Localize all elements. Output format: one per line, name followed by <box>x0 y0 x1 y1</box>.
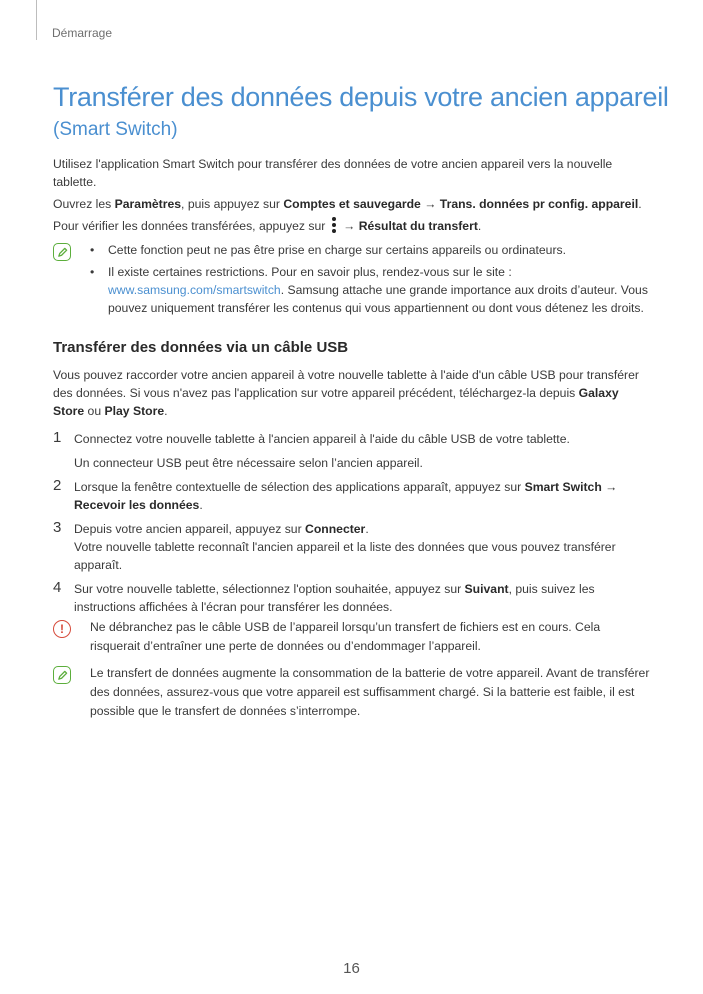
usb-section-heading: Transférer des données via un câble USB <box>53 339 349 356</box>
section-header: Démarrage <box>52 26 113 40</box>
step-3 <box>53 520 653 574</box>
step-prefix: Lorsque la fenêtre contextuelle de sélection des applications apparaît, appuyez sur <box>74 480 525 494</box>
step-end: . <box>365 522 369 536</box>
page-content <box>53 82 669 721</box>
step-prefix: Sur votre nouvelle tablette, sélectionnez l'option souhaitée, appuyez sur <box>74 582 465 596</box>
note-list <box>90 241 653 317</box>
step-1 <box>53 430 653 472</box>
header-rule <box>36 0 37 40</box>
verify-paragraph <box>53 217 653 235</box>
step-prefix: Depuis votre ancien appareil, appuyez sur <box>74 522 306 536</box>
play-store-label: Play Store <box>104 404 165 418</box>
verify-arrow: → <box>339 219 359 233</box>
usb-intro-text: Vous pouvez raccorder votre ancien appareil à votre nouvelle tablette à l'aide d'un câble USB pour transférer des données. Si vous n'avez pas l'application sur votre appareil précédent, téléchargez-la depuis <box>53 368 639 400</box>
open-settings-paragraph <box>53 195 653 213</box>
step-end: . <box>199 498 203 512</box>
warning-block <box>53 618 653 656</box>
connect-label: Connecter <box>305 522 366 536</box>
note-item: • Cette fonction peut ne pas être prise en charge sur certains appareils ou ordinateurs. <box>90 241 653 259</box>
settings-label: Paramètres <box>114 197 182 211</box>
exclamation-circle-icon: ! <box>53 620 71 638</box>
next-label: Suivant <box>464 582 509 596</box>
open-end: . <box>638 197 642 211</box>
page-number: 16 <box>343 960 360 977</box>
transfer-result-label: Résultat du transfert <box>358 219 478 233</box>
galaxy-store-label: Galaxy Store <box>53 386 619 418</box>
pencil-note-icon <box>53 243 71 261</box>
step-number: 2 <box>53 477 62 494</box>
pencil-note-icon <box>53 666 71 684</box>
step-number: 3 <box>53 519 62 536</box>
verify-end: . <box>477 219 482 233</box>
smart-switch-receive-label: Smart Switch → Recevoir les données <box>74 480 618 512</box>
step-text: Connectez votre nouvelle tablette à l'ancien appareil à l'aide du câble USB de votre tablette. <box>74 432 570 446</box>
page-title: Transférer des données depuis votre ancien appareil <box>53 82 669 112</box>
step-number: 1 <box>53 429 62 446</box>
settings-path: Comptes et sauvegarde → Trans. données pr config. appareil <box>283 197 639 211</box>
open-middle: , puis appuyez sur <box>181 197 284 211</box>
step-text <box>74 478 653 514</box>
step-number: 4 <box>53 579 62 596</box>
note-copyright: . Samsung attache une grande importance aux droits d’auteur. Vous pouvez uniquement transférer les contenus qui vous appartiennent ou dont vous détenez les droits. <box>108 283 648 315</box>
more-options-icon <box>330 217 338 233</box>
step-text <box>74 520 653 538</box>
intro-paragraph: Utilisez l'application Smart Switch pour transférer des données de votre ancien appareil vers la nouvelle tablette. <box>53 157 613 189</box>
page-subtitle: (Smart Switch) <box>53 119 178 140</box>
step-end: , puis suivez les instructions affichées à l'écran pour transférer les données. <box>74 582 595 614</box>
usb-intro-end: . <box>164 404 168 418</box>
step-2 <box>53 478 653 514</box>
smartswitch-link[interactable]: www.samsung.com/smartswitch <box>108 283 281 297</box>
battery-note-block <box>53 664 653 721</box>
open-prefix: Ouvrez les <box>53 197 115 211</box>
step-4 <box>53 580 653 616</box>
battery-note-text: Le transfert de données augmente la consommation de la batterie de votre appareil. Avant de transférer des données, assurez-vous que votre appareil est suffisamment chargé. Si la batterie est faible, il est possible que le transfert de données s’interrompe. <box>90 666 650 718</box>
step-text <box>74 580 653 616</box>
step-subtext: Votre nouvelle tablette reconnaît l'ancien appareil et la liste des données que vous pouvez transférer apparaît. <box>74 540 616 572</box>
usb-intro-paragraph <box>53 366 653 420</box>
note-restrictions: Il existe certaines restrictions. Pour en savoir plus, rendez-vous sur le site : <box>108 265 512 279</box>
note-item <box>90 263 653 317</box>
verify-prefix: Pour vérifier les données transférées, appuyez sur <box>53 219 329 233</box>
note-block <box>53 241 653 317</box>
warning-text: Ne débranchez pas le câble USB de l’appareil lorsqu’un transfert de fichiers est en cours. Cela risquerait d’entraîner une perte de données ou d’endommager l’appareil. <box>90 620 601 653</box>
or-text: ou <box>84 404 105 418</box>
step-subtext: Un connecteur USB peut être nécessaire selon l’ancien appareil. <box>74 456 423 470</box>
